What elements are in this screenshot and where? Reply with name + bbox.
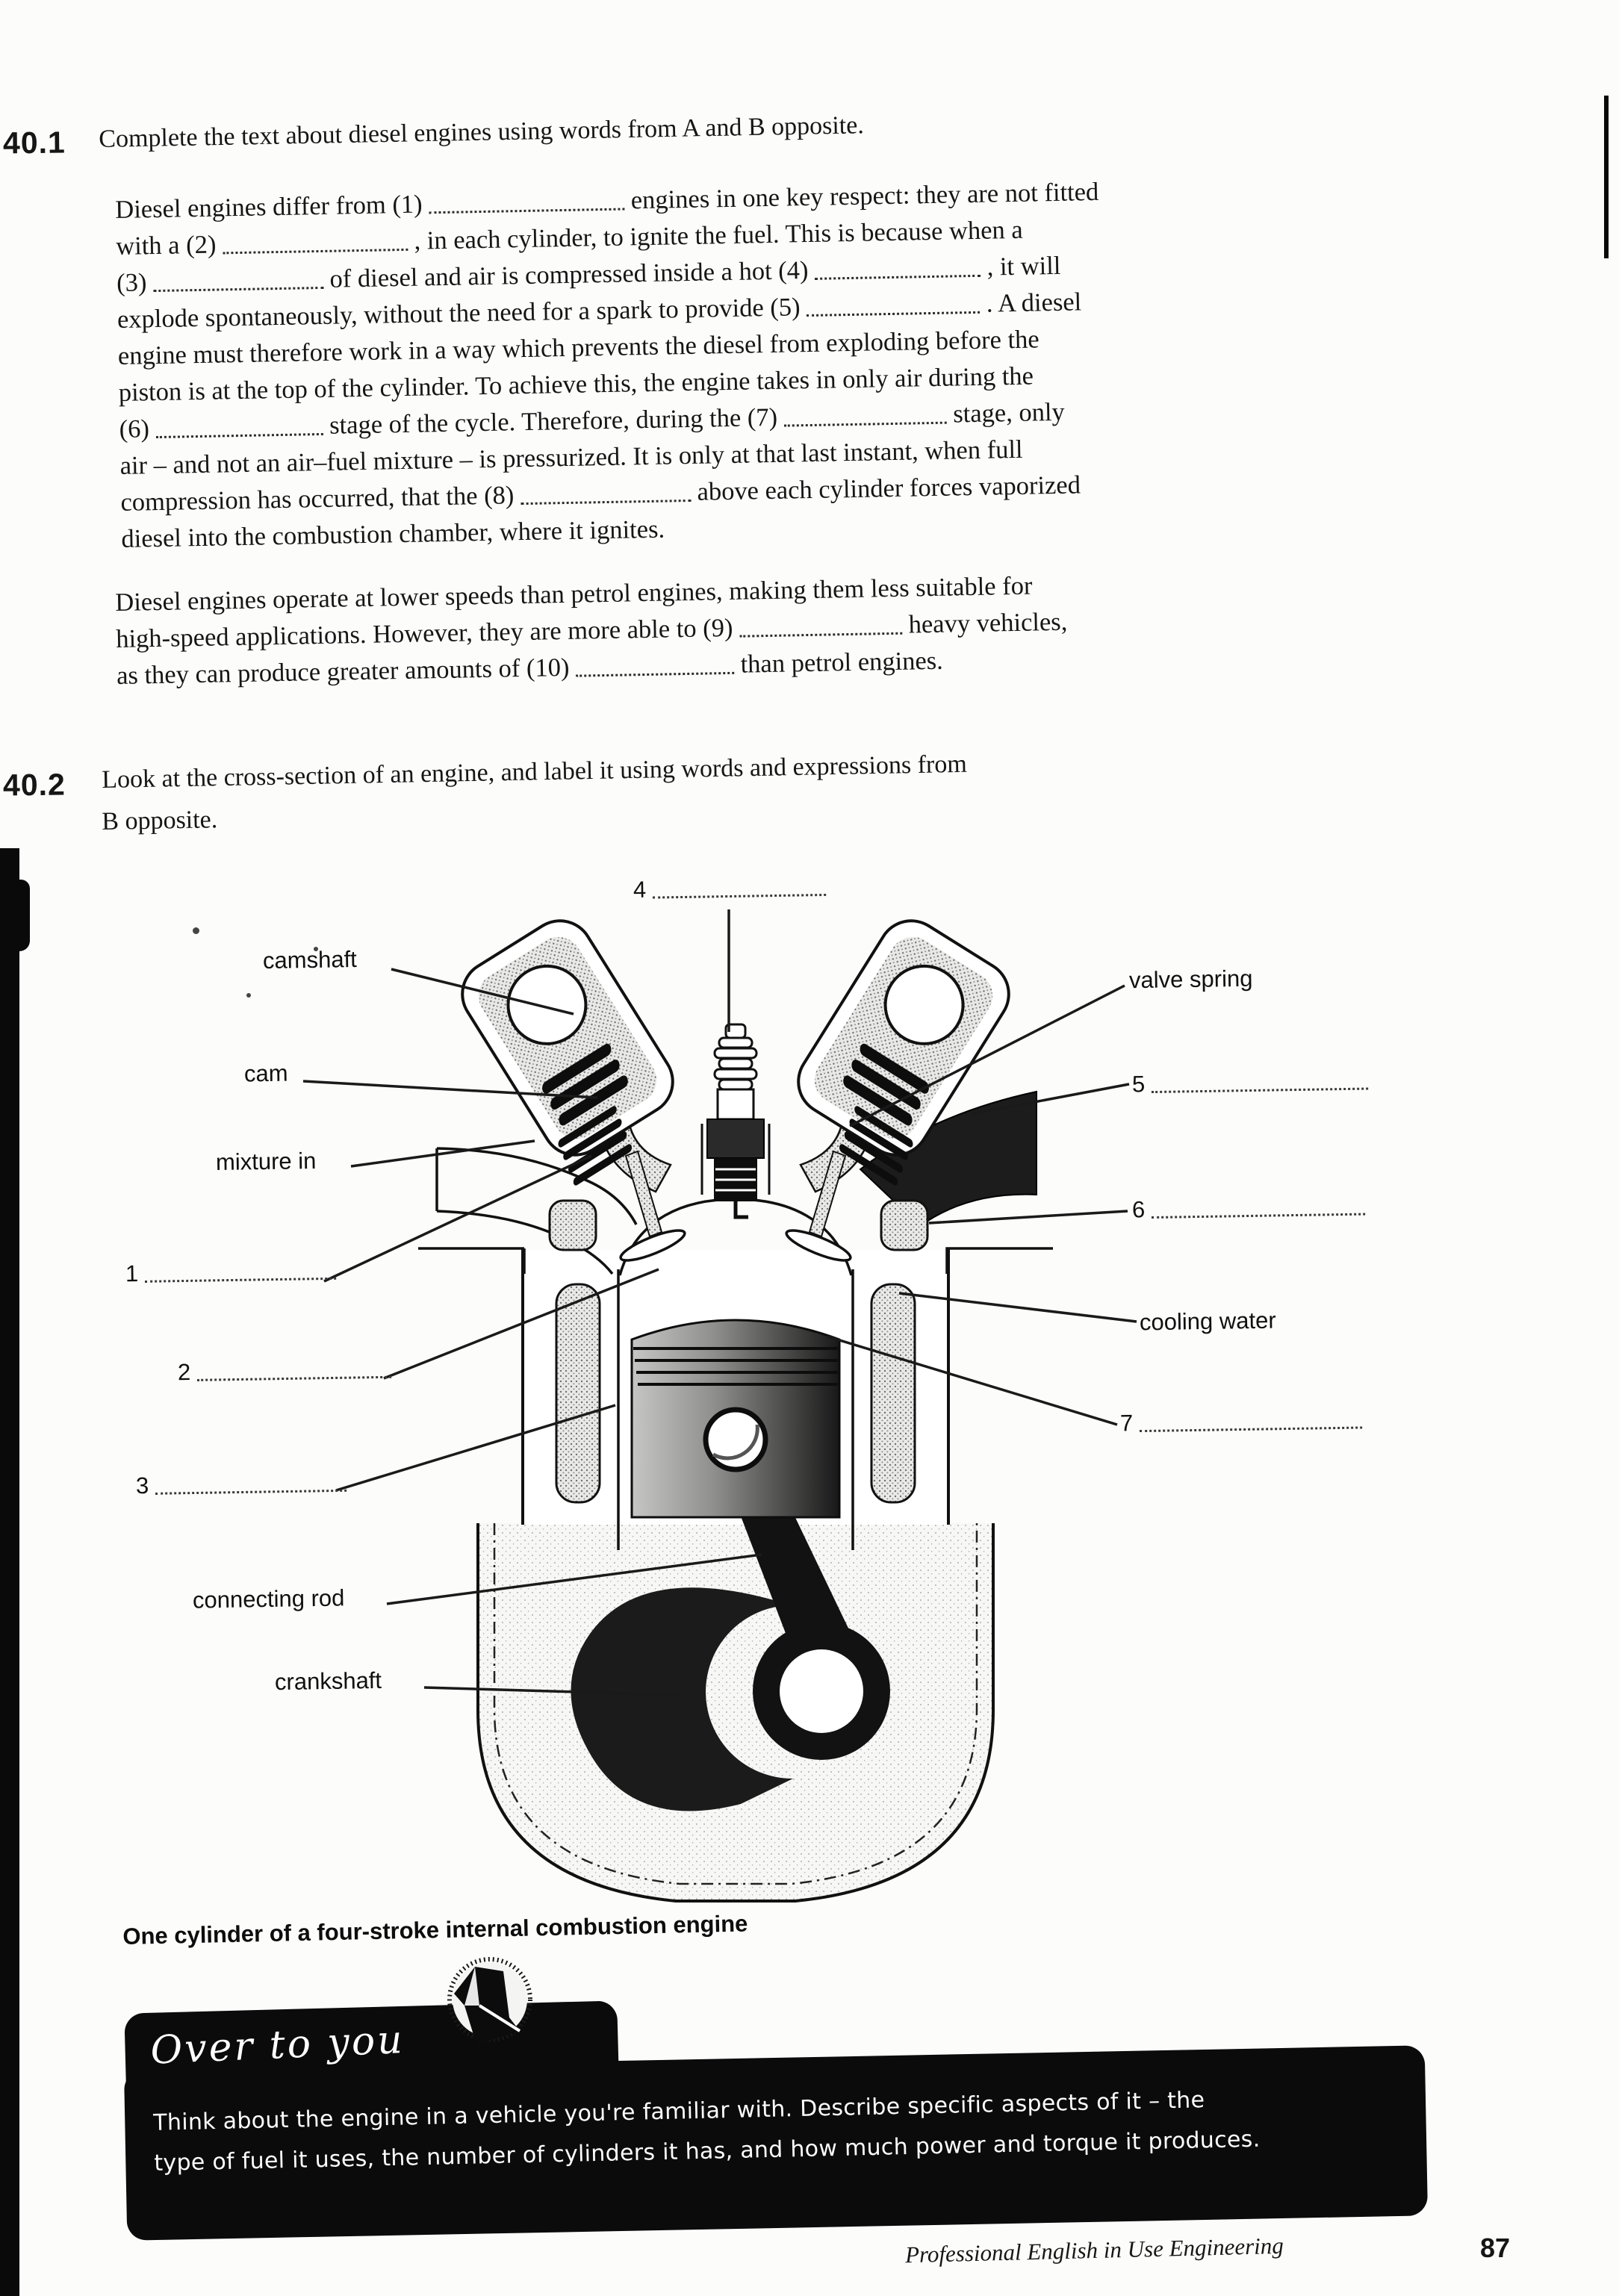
- text-run: . A diesel: [979, 287, 1082, 318]
- label-4-blank: [653, 886, 826, 899]
- text-run: explode spontaneously, without the need for a spark to provide (5): [116, 293, 807, 334]
- exercise-40-2-instruction-line1: Look at the cross-section of an engine, and label it using words and expressions from: [102, 750, 968, 794]
- text-run: , in each cylinder, to ignite the fuel. This is because when a: [407, 215, 1023, 255]
- crankcase: [478, 1523, 993, 1901]
- label-cam: cam: [243, 1060, 288, 1087]
- text-run: compression has occurred, that the (8): [120, 481, 521, 517]
- text-run: of diesel and air is compressed inside a hot (4): [323, 255, 815, 293]
- label-3-blank: [155, 1482, 347, 1495]
- piston: [632, 1320, 839, 1517]
- cooling-water-jacket-left: [556, 1284, 600, 1502]
- label-7-blank: [1140, 1419, 1362, 1432]
- text-run: engines in one key respect: they are not fitted: [624, 177, 1099, 215]
- label-5-blank: [1152, 1080, 1368, 1094]
- label-7: [1120, 1406, 1362, 1437]
- over-to-you-box: [124, 2045, 1428, 2240]
- pointer-5: [971, 1084, 1129, 1114]
- label-4: [633, 874, 826, 903]
- exercise-40-1-instruction: Complete the text about diesel engines using words from A and B opposite.: [99, 111, 865, 153]
- text-run: stage, only: [946, 397, 1066, 429]
- text-run: high-speed applications. However, they are more able to (9): [115, 613, 740, 653]
- text-run: diesel into the combustion chamber, where it ignites.: [121, 514, 665, 553]
- label-6: [1132, 1193, 1365, 1224]
- over-to-you-text-line2: type of fuel it uses, the number of cylinders it has, and how much power and torque it produces.: [153, 2126, 1261, 2177]
- exercise-40-2-number: 40.2: [2, 767, 66, 803]
- cooling-water-jacket-right: [871, 1284, 915, 1502]
- exercise-40-1-number: 40.1: [2, 125, 66, 161]
- head-water-jacket-left: [550, 1201, 596, 1250]
- exercise-40-2-instruction-line2: B opposite.: [102, 806, 218, 836]
- text-run: above each cylinder forces vaporized: [690, 470, 1081, 506]
- text-run: Diesel engines differ from (1): [115, 190, 429, 224]
- label-camshaft: camshaft: [262, 946, 358, 974]
- head-water-jacket-right: [881, 1201, 927, 1250]
- text-run: Diesel engines operate at lower speeds than petrol engines, making them less suitable for: [115, 571, 1033, 617]
- footer-book-title: Professional English in Use Engineering: [904, 2232, 1284, 2268]
- label-mixture-in: mixture in: [215, 1147, 317, 1176]
- text-run: , it will: [980, 251, 1061, 281]
- label-connecting-rod: connecting rod: [192, 1584, 345, 1614]
- label-5-number: 5: [1131, 1071, 1146, 1098]
- label-crankshaft: crankshaft: [274, 1667, 382, 1696]
- text-run: heavy vehicles,: [901, 607, 1068, 639]
- crank-journal: [780, 1649, 863, 1733]
- spark-plug: [702, 1024, 769, 1217]
- over-to-you-speech-icon: [432, 1953, 544, 2065]
- label-cooling-water: cooling water: [1139, 1307, 1276, 1336]
- text-run: air – and not an air–fuel mixture – is pressurized. It is only at that last instant, when full: [119, 435, 1023, 480]
- label-4-number: 4: [633, 876, 647, 903]
- label-5: [1132, 1068, 1368, 1098]
- label-6-blank: [1152, 1206, 1365, 1219]
- label-3-number: 3: [135, 1472, 149, 1499]
- text-run: (6): [119, 414, 156, 444]
- pointer-6: [929, 1211, 1128, 1223]
- text-run: piston is at the top of the cylinder. To achieve this, the engine takes in only air during the: [118, 361, 1034, 407]
- label-6-number: 6: [1131, 1196, 1146, 1223]
- label-1: [125, 1257, 336, 1287]
- over-to-you-title: Over to you: [149, 2017, 405, 2073]
- label-7-number: 7: [1119, 1410, 1134, 1437]
- label-valve-spring: valve spring: [1128, 965, 1253, 994]
- text-run: as they can produce greater amounts of (10): [116, 653, 577, 690]
- text-run: with a (2): [115, 230, 223, 261]
- text-run: stage of the cycle. Therefore, during the (7): [323, 402, 785, 440]
- pointer-mixture-in: [351, 1141, 535, 1166]
- camshaft-housing-left: [448, 909, 697, 1187]
- text-run: engine must therefore work in a way which prevents the diesel from exploding before the: [117, 325, 1040, 370]
- diagram-caption: One cylinder of a four-stroke internal combustion engine: [122, 1910, 748, 1950]
- label-3: [136, 1469, 347, 1499]
- label-1-number: 1: [125, 1260, 139, 1287]
- label-2-blank: [197, 1369, 391, 1381]
- head-step-right: [947, 1248, 1053, 1274]
- over-to-you-text-line1: Think about the engine in a vehicle you're familiar with. Describe specific aspects of it – the: [152, 2087, 1205, 2136]
- label-2: [178, 1356, 391, 1386]
- text-run: than petrol engines.: [733, 646, 944, 679]
- label-2-number: 2: [177, 1358, 191, 1386]
- label-1-blank: [145, 1270, 336, 1283]
- footer-page-number: 87: [1480, 2233, 1511, 2263]
- text-run: (3): [116, 268, 154, 297]
